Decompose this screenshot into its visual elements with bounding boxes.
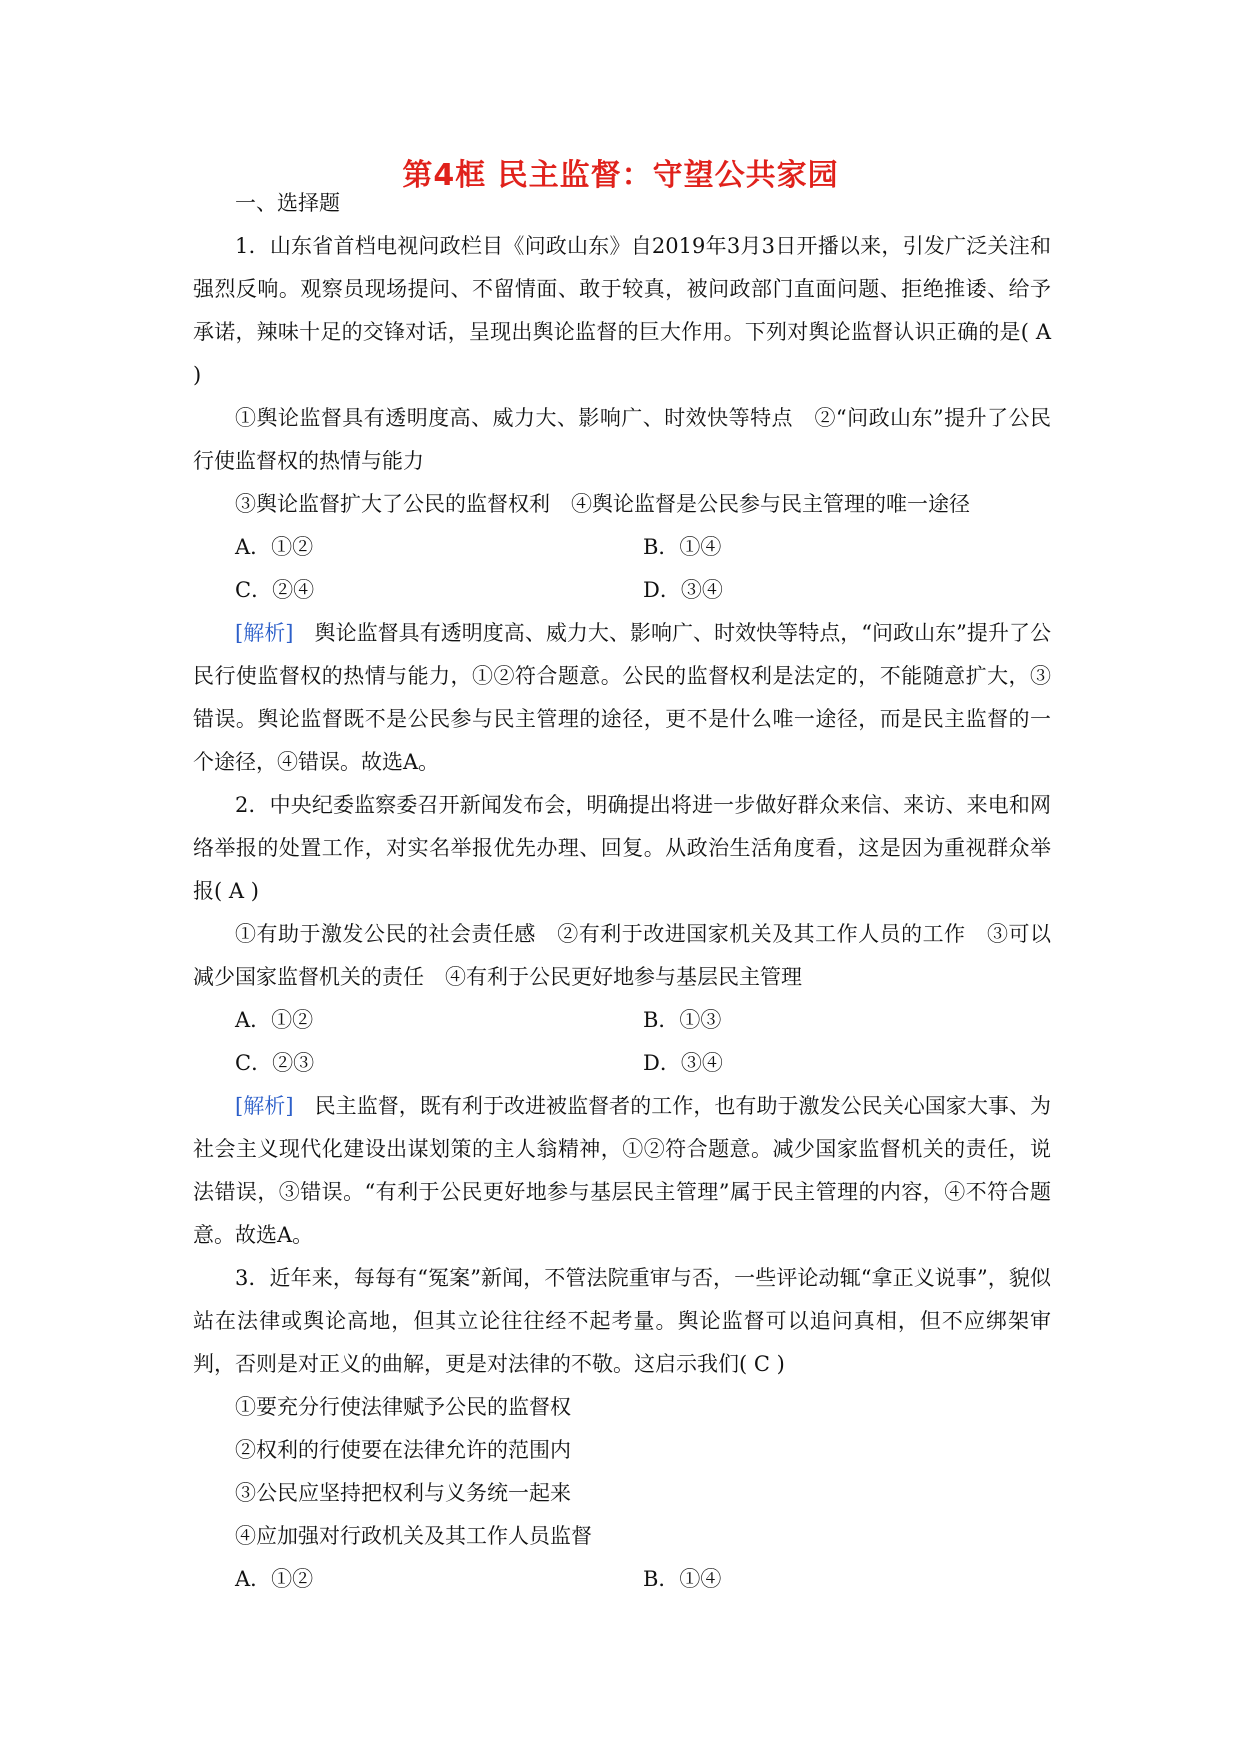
analysis-tag: [解析] bbox=[235, 1094, 294, 1118]
option-b: B．①④ bbox=[643, 535, 722, 559]
question-1-analysis bbox=[193, 612, 1051, 784]
question-1-statement-2: ③舆论监督扩大了公民的监督权利 ④舆论监督是公民参与民主管理的唯一途径 bbox=[235, 492, 970, 516]
question-2-options-row-1 bbox=[193, 999, 1051, 1042]
option-a: A．①② bbox=[235, 1567, 314, 1591]
question-3-options-row-1 bbox=[193, 1558, 1051, 1601]
question-2-analysis bbox=[193, 1085, 1051, 1257]
question-3-statement-1: ①要充分行使法律赋予公民的监督权 bbox=[235, 1395, 571, 1419]
document-body bbox=[193, 182, 1051, 1601]
question-3-statement-2: ②权利的行使要在法律允许的范围内 bbox=[235, 1438, 571, 1462]
question-1-options-row-2 bbox=[193, 569, 1051, 612]
option-a: A．①② bbox=[235, 1008, 314, 1032]
question-1-stem: 1．山东省首档电视问政栏目《问政山东》自2019年3月3日开播以来，引发广泛关注和强烈反响。观察员现场提问、不留情面、敢于较真，被问政部门直面问题、拒绝推诿、给予承诺，辣味十足的交锋对话，呈现出舆论监督的巨大作用。下列对舆论监督认识正确的是( A ) bbox=[193, 234, 1051, 387]
analysis-tag: [解析] bbox=[235, 621, 294, 645]
option-d: D．③④ bbox=[643, 1051, 723, 1075]
question-3-statement-3: ③公民应坚持把权利与义务统一起来 bbox=[235, 1481, 571, 1505]
option-b: B．①③ bbox=[643, 1008, 722, 1032]
option-d: D．③④ bbox=[643, 578, 723, 602]
option-c: C．②④ bbox=[235, 578, 315, 602]
question-3-statement-4: ④应加强对行政机关及其工作人员监督 bbox=[235, 1524, 592, 1548]
page-title: 第4框 民主监督：守望公共家园 bbox=[402, 158, 839, 193]
option-c: C．②③ bbox=[235, 1051, 315, 1075]
question-2-options-row-2 bbox=[193, 1042, 1051, 1085]
question-2-stem: 2．中央纪委监察委召开新闻发布会，明确提出将进一步做好群众来信、来访、来电和网络举报的处置工作，对实名举报优先办理、回复。从政治生活角度看，这是因为重视群众举报( A ) bbox=[193, 793, 1051, 903]
analysis-text: 民主监督，既有利于改进被监督者的工作，也有助于激发公民关心国家大事、为社会主义现代化建设出谋划策的主人翁精神，①②符合题意。减少国家监督机关的责任，说法错误，③错误。“有利于公民更好地参与基层民主管理”属于民主管理的内容，④不符合题意。故选A。 bbox=[193, 1094, 1052, 1247]
option-a: A．①② bbox=[235, 535, 314, 559]
question-1-statement-1: ①舆论监督具有透明度高、威力大、影响广、时效快等特点 ②“问政山东”提升了公民行使监督权的热情与能力 bbox=[193, 406, 1051, 473]
section-heading: 一、选择题 bbox=[235, 191, 340, 215]
analysis-text: 舆论监督具有透明度高、威力大、影响广、时效快等特点，“问政山东”提升了公民行使监督权的热情与能力，①②符合题意。公民的监督权利是法定的，不能随意扩大，③错误。舆论监督既不是公民参与民主管理的途径，更不是什么唯一途径，而是民主监督的一个途径，④错误。故选A。 bbox=[193, 621, 1052, 774]
question-3-stem: 3．近年来，每每有“冤案”新闻，不管法院重审与否，一些评论动辄“拿正义说事”，貌似站在法律或舆论高地，但其立论往往经不起考量。舆论监督可以追问真相，但不应绑架审判，否则是对正义的曲解，更是对法律的不敬。这启示我们( C ) bbox=[193, 1266, 1051, 1376]
question-2-statements: ①有助于激发公民的社会责任感 ②有利于改进国家机关及其工作人员的工作 ③可以减少国家监督机关的责任 ④有利于公民更好地参与基层民主管理 bbox=[193, 922, 1051, 989]
question-1-options-row-1 bbox=[193, 526, 1051, 569]
option-b: B．①④ bbox=[643, 1567, 722, 1591]
